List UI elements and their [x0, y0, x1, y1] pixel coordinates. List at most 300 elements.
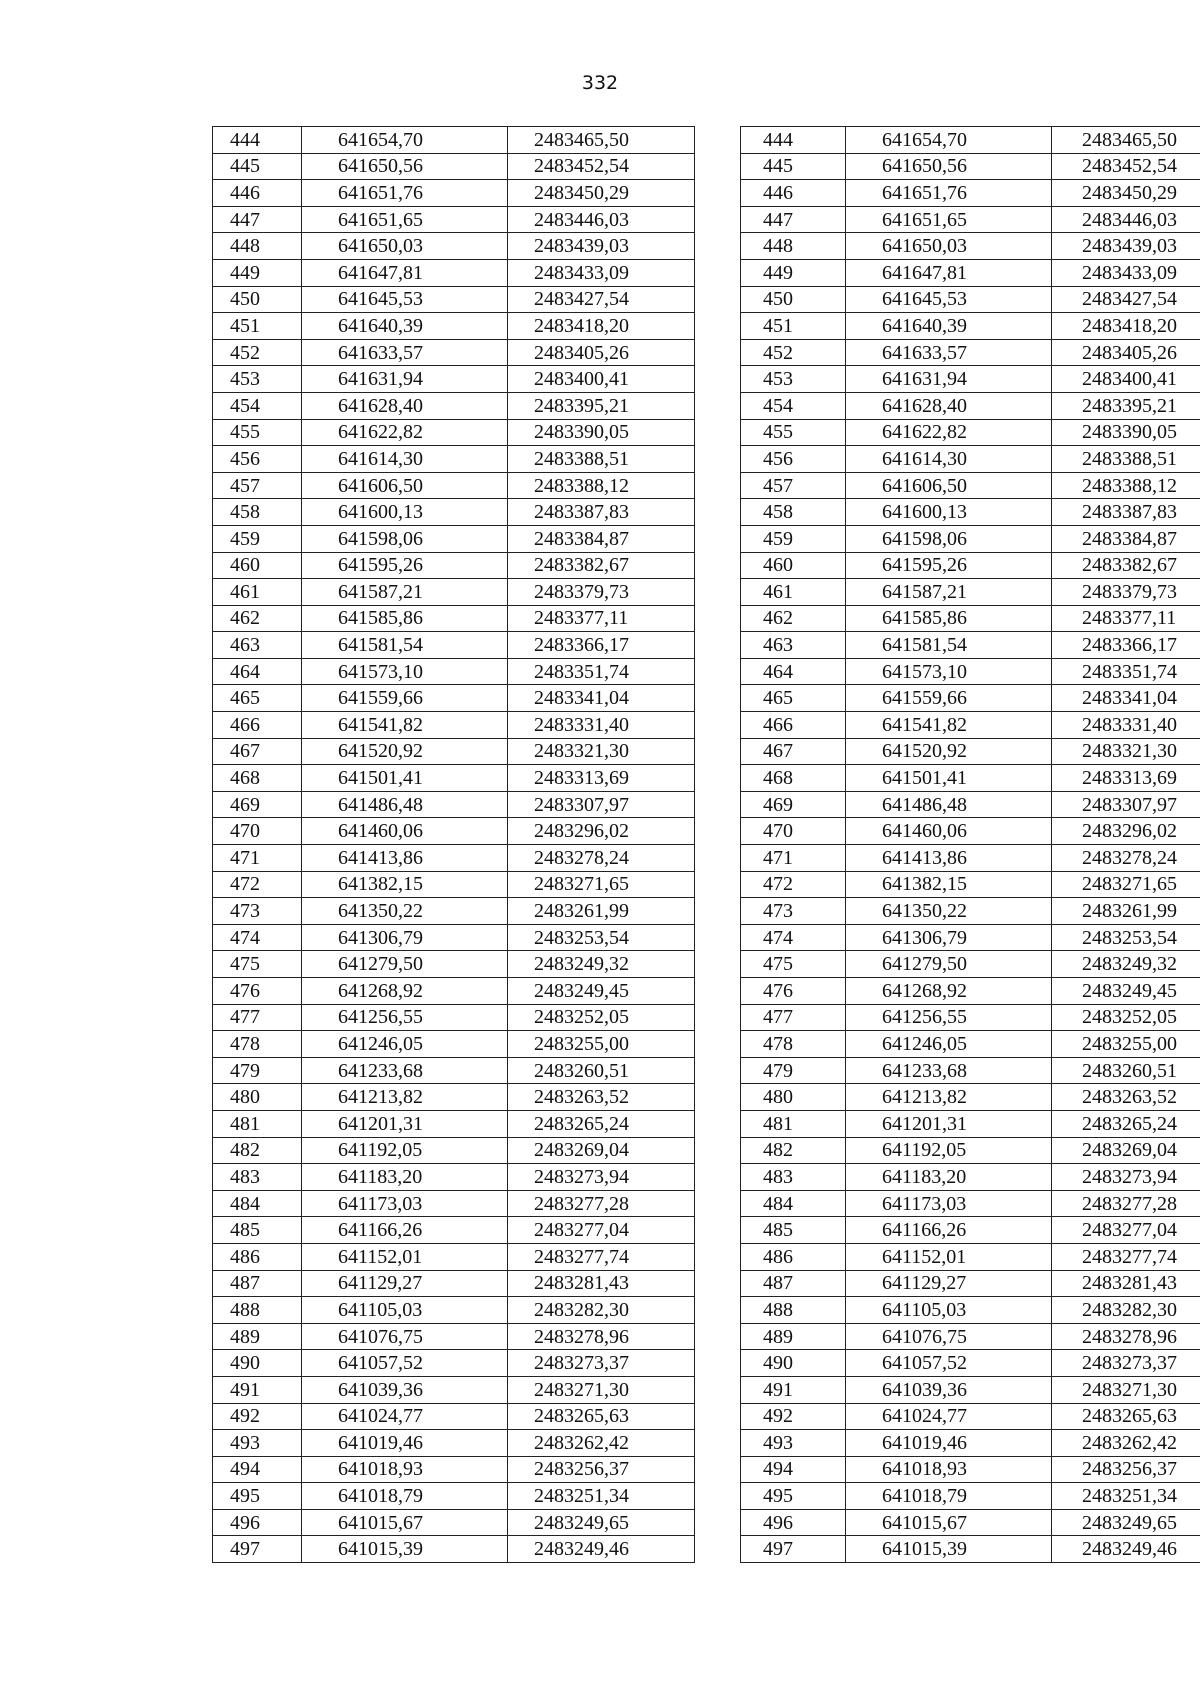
table-row — [213, 286, 1200, 313]
spacer-cell — [695, 1004, 741, 1031]
spacer-cell — [695, 1456, 741, 1483]
left-x-coordinate: 641306,79 — [302, 924, 508, 951]
left-point-number: 489 — [213, 1323, 302, 1350]
left-y-coordinate: 2483418,20 — [508, 313, 695, 340]
spacer-cell — [695, 1137, 741, 1164]
table-row — [213, 1217, 1200, 1244]
left-point-number: 486 — [213, 1243, 302, 1270]
right-x-coordinate: 641573,10 — [846, 658, 1052, 685]
right-point-number: 482 — [741, 1137, 846, 1164]
spacer-cell — [695, 951, 741, 978]
left-point-number: 494 — [213, 1456, 302, 1483]
left-x-coordinate: 641076,75 — [302, 1323, 508, 1350]
left-y-coordinate: 2483427,54 — [508, 286, 695, 313]
table-row — [213, 1430, 1200, 1457]
left-point-number: 451 — [213, 313, 302, 340]
left-point-number: 492 — [213, 1403, 302, 1430]
left-point-number: 483 — [213, 1164, 302, 1191]
right-y-coordinate: 2483261,99 — [1052, 898, 1200, 925]
right-x-coordinate: 641076,75 — [846, 1323, 1052, 1350]
left-point-number: 480 — [213, 1084, 302, 1111]
right-y-coordinate: 2483271,65 — [1052, 871, 1200, 898]
table-row — [213, 605, 1200, 632]
left-y-coordinate: 2483255,00 — [508, 1031, 695, 1058]
right-point-number: 490 — [741, 1350, 846, 1377]
right-y-coordinate: 2483271,30 — [1052, 1376, 1200, 1403]
right-point-number: 465 — [741, 685, 846, 712]
right-point-number: 466 — [741, 712, 846, 739]
left-y-coordinate: 2483252,05 — [508, 1004, 695, 1031]
left-y-coordinate: 2483281,43 — [508, 1270, 695, 1297]
right-x-coordinate: 641019,46 — [846, 1430, 1052, 1457]
table-row — [213, 206, 1200, 233]
left-y-coordinate: 2483331,40 — [508, 712, 695, 739]
right-x-coordinate: 641039,36 — [846, 1376, 1052, 1403]
table-row — [213, 259, 1200, 286]
table-row — [213, 552, 1200, 579]
left-x-coordinate: 641015,67 — [302, 1509, 508, 1536]
left-x-coordinate: 641382,15 — [302, 871, 508, 898]
table-row — [213, 1509, 1200, 1536]
left-x-coordinate: 641152,01 — [302, 1243, 508, 1270]
right-y-coordinate: 2483265,63 — [1052, 1403, 1200, 1430]
table-row — [213, 525, 1200, 552]
right-y-coordinate: 2483273,37 — [1052, 1350, 1200, 1377]
table-row — [213, 712, 1200, 739]
right-y-coordinate: 2483465,50 — [1052, 127, 1200, 154]
left-x-coordinate: 641520,92 — [302, 738, 508, 765]
right-x-coordinate: 641018,93 — [846, 1456, 1052, 1483]
right-point-number: 463 — [741, 632, 846, 659]
right-x-coordinate: 641256,55 — [846, 1004, 1052, 1031]
left-point-number: 472 — [213, 871, 302, 898]
left-x-coordinate: 641460,06 — [302, 818, 508, 845]
right-point-number: 448 — [741, 233, 846, 260]
right-point-number: 484 — [741, 1190, 846, 1217]
left-point-number: 463 — [213, 632, 302, 659]
table-row — [213, 818, 1200, 845]
left-y-coordinate: 2483265,63 — [508, 1403, 695, 1430]
right-y-coordinate: 2483427,54 — [1052, 286, 1200, 313]
left-y-coordinate: 2483400,41 — [508, 366, 695, 393]
right-point-number: 451 — [741, 313, 846, 340]
table-row — [213, 472, 1200, 499]
spacer-cell — [695, 1057, 741, 1084]
right-x-coordinate: 641246,05 — [846, 1031, 1052, 1058]
spacer-cell — [695, 1376, 741, 1403]
left-point-number: 479 — [213, 1057, 302, 1084]
left-x-coordinate: 641650,03 — [302, 233, 508, 260]
spacer-cell — [695, 1164, 741, 1191]
right-y-coordinate: 2483255,00 — [1052, 1031, 1200, 1058]
left-x-coordinate: 641166,26 — [302, 1217, 508, 1244]
left-x-coordinate: 641233,68 — [302, 1057, 508, 1084]
left-y-coordinate: 2483278,96 — [508, 1323, 695, 1350]
left-y-coordinate: 2483388,51 — [508, 446, 695, 473]
right-x-coordinate: 641581,54 — [846, 632, 1052, 659]
right-x-coordinate: 641631,94 — [846, 366, 1052, 393]
right-y-coordinate: 2483351,74 — [1052, 658, 1200, 685]
spacer-cell — [695, 1350, 741, 1377]
spacer-cell — [695, 419, 741, 446]
right-x-coordinate: 641606,50 — [846, 472, 1052, 499]
table-row — [213, 127, 1200, 154]
right-x-coordinate: 641520,92 — [846, 738, 1052, 765]
left-y-coordinate: 2483260,51 — [508, 1057, 695, 1084]
right-y-coordinate: 2483341,04 — [1052, 685, 1200, 712]
left-y-coordinate: 2483433,09 — [508, 259, 695, 286]
right-point-number: 494 — [741, 1456, 846, 1483]
spacer-cell — [695, 845, 741, 872]
table-row — [213, 898, 1200, 925]
left-x-coordinate: 641581,54 — [302, 632, 508, 659]
right-y-coordinate: 2483252,05 — [1052, 1004, 1200, 1031]
table-row — [213, 1350, 1200, 1377]
left-y-coordinate: 2483249,45 — [508, 978, 695, 1005]
spacer-cell — [695, 286, 741, 313]
left-x-coordinate: 641350,22 — [302, 898, 508, 925]
left-y-coordinate: 2483271,65 — [508, 871, 695, 898]
right-point-number: 496 — [741, 1509, 846, 1536]
right-y-coordinate: 2483390,05 — [1052, 419, 1200, 446]
right-point-number: 461 — [741, 579, 846, 606]
left-x-coordinate: 641600,13 — [302, 499, 508, 526]
table-row — [213, 1536, 1200, 1563]
left-point-number: 490 — [213, 1350, 302, 1377]
right-y-coordinate: 2483277,74 — [1052, 1243, 1200, 1270]
table-row — [213, 499, 1200, 526]
left-y-coordinate: 2483277,28 — [508, 1190, 695, 1217]
spacer-cell — [695, 446, 741, 473]
table-row — [213, 1164, 1200, 1191]
left-x-coordinate: 641129,27 — [302, 1270, 508, 1297]
left-x-coordinate: 641173,03 — [302, 1190, 508, 1217]
left-x-coordinate: 641057,52 — [302, 1350, 508, 1377]
right-point-number: 467 — [741, 738, 846, 765]
left-y-coordinate: 2483296,02 — [508, 818, 695, 845]
left-y-coordinate: 2483251,34 — [508, 1483, 695, 1510]
right-point-number: 447 — [741, 206, 846, 233]
right-x-coordinate: 641650,03 — [846, 233, 1052, 260]
right-y-coordinate: 2483263,52 — [1052, 1084, 1200, 1111]
spacer-cell — [695, 339, 741, 366]
left-y-coordinate: 2483265,24 — [508, 1110, 695, 1137]
spacer-cell — [695, 765, 741, 792]
coordinates-table-body — [213, 127, 1200, 1563]
left-x-coordinate: 641628,40 — [302, 392, 508, 419]
left-x-coordinate: 641647,81 — [302, 259, 508, 286]
table-row — [213, 1137, 1200, 1164]
left-x-coordinate: 641651,65 — [302, 206, 508, 233]
right-point-number: 458 — [741, 499, 846, 526]
right-y-coordinate: 2483296,02 — [1052, 818, 1200, 845]
right-x-coordinate: 641129,27 — [846, 1270, 1052, 1297]
right-x-coordinate: 641598,06 — [846, 525, 1052, 552]
left-y-coordinate: 2483249,65 — [508, 1509, 695, 1536]
left-x-coordinate: 641279,50 — [302, 951, 508, 978]
right-x-coordinate: 641645,53 — [846, 286, 1052, 313]
right-point-number: 474 — [741, 924, 846, 951]
spacer-cell — [695, 1110, 741, 1137]
left-point-number: 446 — [213, 180, 302, 207]
spacer-cell — [695, 632, 741, 659]
spacer-cell — [695, 525, 741, 552]
left-point-number: 488 — [213, 1297, 302, 1324]
left-x-coordinate: 641622,82 — [302, 419, 508, 446]
right-y-coordinate: 2483331,40 — [1052, 712, 1200, 739]
left-x-coordinate: 641413,86 — [302, 845, 508, 872]
table-row — [213, 685, 1200, 712]
right-y-coordinate: 2483382,67 — [1052, 552, 1200, 579]
right-x-coordinate: 641183,20 — [846, 1164, 1052, 1191]
left-x-coordinate: 641183,20 — [302, 1164, 508, 1191]
left-y-coordinate: 2483273,37 — [508, 1350, 695, 1377]
table-row — [213, 339, 1200, 366]
right-point-number: 455 — [741, 419, 846, 446]
table-row — [213, 419, 1200, 446]
right-x-coordinate: 641559,66 — [846, 685, 1052, 712]
left-y-coordinate: 2483384,87 — [508, 525, 695, 552]
right-x-coordinate: 641651,65 — [846, 206, 1052, 233]
table-row — [213, 233, 1200, 260]
spacer-cell — [695, 127, 741, 154]
left-point-number: 482 — [213, 1137, 302, 1164]
left-y-coordinate: 2483271,30 — [508, 1376, 695, 1403]
left-y-coordinate: 2483261,99 — [508, 898, 695, 925]
right-y-coordinate: 2483265,24 — [1052, 1110, 1200, 1137]
left-point-number: 487 — [213, 1270, 302, 1297]
left-point-number: 468 — [213, 765, 302, 792]
table-row — [213, 951, 1200, 978]
spacer-cell — [695, 1190, 741, 1217]
right-y-coordinate: 2483379,73 — [1052, 579, 1200, 606]
table-row — [213, 446, 1200, 473]
right-y-coordinate: 2483433,09 — [1052, 259, 1200, 286]
right-x-coordinate: 641600,13 — [846, 499, 1052, 526]
spacer-cell — [695, 180, 741, 207]
left-x-coordinate: 641213,82 — [302, 1084, 508, 1111]
left-x-coordinate: 641501,41 — [302, 765, 508, 792]
left-point-number: 493 — [213, 1430, 302, 1457]
right-point-number: 460 — [741, 552, 846, 579]
left-point-number: 478 — [213, 1031, 302, 1058]
left-y-coordinate: 2483253,54 — [508, 924, 695, 951]
right-y-coordinate: 2483269,04 — [1052, 1137, 1200, 1164]
right-y-coordinate: 2483277,28 — [1052, 1190, 1200, 1217]
right-x-coordinate: 641306,79 — [846, 924, 1052, 951]
right-point-number: 470 — [741, 818, 846, 845]
right-point-number: 481 — [741, 1110, 846, 1137]
spacer-cell — [695, 1217, 741, 1244]
right-point-number: 446 — [741, 180, 846, 207]
right-y-coordinate: 2483384,87 — [1052, 525, 1200, 552]
right-x-coordinate: 641057,52 — [846, 1350, 1052, 1377]
left-y-coordinate: 2483278,24 — [508, 845, 695, 872]
left-x-coordinate: 641246,05 — [302, 1031, 508, 1058]
table-row — [213, 1084, 1200, 1111]
spacer-cell — [695, 1483, 741, 1510]
right-y-coordinate: 2483260,51 — [1052, 1057, 1200, 1084]
spacer-cell — [695, 552, 741, 579]
right-y-coordinate: 2483249,46 — [1052, 1536, 1200, 1563]
right-point-number: 497 — [741, 1536, 846, 1563]
left-point-number: 467 — [213, 738, 302, 765]
left-x-coordinate: 641559,66 — [302, 685, 508, 712]
right-x-coordinate: 641201,31 — [846, 1110, 1052, 1137]
left-y-coordinate: 2483277,04 — [508, 1217, 695, 1244]
right-x-coordinate: 641279,50 — [846, 951, 1052, 978]
left-point-number: 475 — [213, 951, 302, 978]
spacer-cell — [695, 1270, 741, 1297]
spacer-cell — [695, 978, 741, 1005]
table-row — [213, 1031, 1200, 1058]
left-point-number: 474 — [213, 924, 302, 951]
spacer-cell — [695, 1243, 741, 1270]
right-x-coordinate: 641595,26 — [846, 552, 1052, 579]
left-y-coordinate: 2483452,54 — [508, 153, 695, 180]
right-point-number: 477 — [741, 1004, 846, 1031]
table-row — [213, 1403, 1200, 1430]
right-point-number: 464 — [741, 658, 846, 685]
left-point-number: 484 — [213, 1190, 302, 1217]
left-point-number: 458 — [213, 499, 302, 526]
right-y-coordinate: 2483321,30 — [1052, 738, 1200, 765]
right-x-coordinate: 641413,86 — [846, 845, 1052, 872]
spacer-cell — [695, 1084, 741, 1111]
right-x-coordinate: 641166,26 — [846, 1217, 1052, 1244]
table-row — [213, 658, 1200, 685]
right-y-coordinate: 2483278,96 — [1052, 1323, 1200, 1350]
left-point-number: 457 — [213, 472, 302, 499]
left-y-coordinate: 2483263,52 — [508, 1084, 695, 1111]
left-point-number: 485 — [213, 1217, 302, 1244]
left-y-coordinate: 2483249,32 — [508, 951, 695, 978]
left-x-coordinate: 641631,94 — [302, 366, 508, 393]
left-y-coordinate: 2483262,42 — [508, 1430, 695, 1457]
left-x-coordinate: 641268,92 — [302, 978, 508, 1005]
spacer-cell — [695, 1430, 741, 1457]
right-point-number: 462 — [741, 605, 846, 632]
right-y-coordinate: 2483405,26 — [1052, 339, 1200, 366]
left-point-number: 445 — [213, 153, 302, 180]
right-x-coordinate: 641486,48 — [846, 791, 1052, 818]
left-point-number: 454 — [213, 392, 302, 419]
right-y-coordinate: 2483256,37 — [1052, 1456, 1200, 1483]
right-y-coordinate: 2483251,34 — [1052, 1483, 1200, 1510]
right-point-number: 444 — [741, 127, 846, 154]
spacer-cell — [695, 924, 741, 951]
left-point-number: 449 — [213, 259, 302, 286]
table-row — [213, 632, 1200, 659]
right-point-number: 480 — [741, 1084, 846, 1111]
left-y-coordinate: 2483395,21 — [508, 392, 695, 419]
left-x-coordinate: 641486,48 — [302, 791, 508, 818]
left-point-number: 461 — [213, 579, 302, 606]
spacer-cell — [695, 605, 741, 632]
left-x-coordinate: 641651,76 — [302, 180, 508, 207]
left-point-number: 464 — [213, 658, 302, 685]
right-y-coordinate: 2483395,21 — [1052, 392, 1200, 419]
right-x-coordinate: 641105,03 — [846, 1297, 1052, 1324]
right-point-number: 488 — [741, 1297, 846, 1324]
right-x-coordinate: 641501,41 — [846, 765, 1052, 792]
spacer-cell — [695, 313, 741, 340]
right-point-number: 493 — [741, 1430, 846, 1457]
left-point-number: 476 — [213, 978, 302, 1005]
left-x-coordinate: 641015,39 — [302, 1536, 508, 1563]
spacer-cell — [695, 1297, 741, 1324]
left-point-number: 491 — [213, 1376, 302, 1403]
left-y-coordinate: 2483388,12 — [508, 472, 695, 499]
right-point-number: 459 — [741, 525, 846, 552]
left-y-coordinate: 2483321,30 — [508, 738, 695, 765]
left-x-coordinate: 641039,36 — [302, 1376, 508, 1403]
right-y-coordinate: 2483450,29 — [1052, 180, 1200, 207]
left-x-coordinate: 641614,30 — [302, 446, 508, 473]
table-row — [213, 1483, 1200, 1510]
left-y-coordinate: 2483405,26 — [508, 339, 695, 366]
left-point-number: 466 — [213, 712, 302, 739]
left-y-coordinate: 2483382,67 — [508, 552, 695, 579]
right-point-number: 492 — [741, 1403, 846, 1430]
right-y-coordinate: 2483273,94 — [1052, 1164, 1200, 1191]
right-x-coordinate: 641460,06 — [846, 818, 1052, 845]
right-point-number: 491 — [741, 1376, 846, 1403]
right-y-coordinate: 2483387,83 — [1052, 499, 1200, 526]
right-x-coordinate: 641585,86 — [846, 605, 1052, 632]
left-point-number: 447 — [213, 206, 302, 233]
right-y-coordinate: 2483446,03 — [1052, 206, 1200, 233]
right-y-coordinate: 2483277,04 — [1052, 1217, 1200, 1244]
left-x-coordinate: 641192,05 — [302, 1137, 508, 1164]
left-point-number: 456 — [213, 446, 302, 473]
right-x-coordinate: 641640,39 — [846, 313, 1052, 340]
left-x-coordinate: 641598,06 — [302, 525, 508, 552]
right-x-coordinate: 641541,82 — [846, 712, 1052, 739]
left-x-coordinate: 641018,79 — [302, 1483, 508, 1510]
spacer-cell — [695, 1536, 741, 1563]
left-point-number: 462 — [213, 605, 302, 632]
right-point-number: 454 — [741, 392, 846, 419]
page-number: 332 — [581, 72, 619, 94]
right-y-coordinate: 2483452,54 — [1052, 153, 1200, 180]
spacer-cell — [695, 259, 741, 286]
right-point-number: 450 — [741, 286, 846, 313]
left-y-coordinate: 2483273,94 — [508, 1164, 695, 1191]
table-row — [213, 366, 1200, 393]
right-x-coordinate: 641152,01 — [846, 1243, 1052, 1270]
right-x-coordinate: 641614,30 — [846, 446, 1052, 473]
right-x-coordinate: 641647,81 — [846, 259, 1052, 286]
spacer-cell — [695, 1323, 741, 1350]
right-x-coordinate: 641628,40 — [846, 392, 1052, 419]
coordinates-table — [212, 126, 1200, 1563]
table-row — [213, 791, 1200, 818]
right-point-number: 476 — [741, 978, 846, 1005]
left-y-coordinate: 2483450,29 — [508, 180, 695, 207]
spacer-cell — [695, 233, 741, 260]
table-row — [213, 1270, 1200, 1297]
table-row — [213, 313, 1200, 340]
table-row — [213, 738, 1200, 765]
left-x-coordinate: 641541,82 — [302, 712, 508, 739]
left-point-number: 453 — [213, 366, 302, 393]
right-point-number: 486 — [741, 1243, 846, 1270]
left-point-number: 496 — [213, 1509, 302, 1536]
right-x-coordinate: 641233,68 — [846, 1057, 1052, 1084]
left-point-number: 460 — [213, 552, 302, 579]
table-row — [213, 579, 1200, 606]
